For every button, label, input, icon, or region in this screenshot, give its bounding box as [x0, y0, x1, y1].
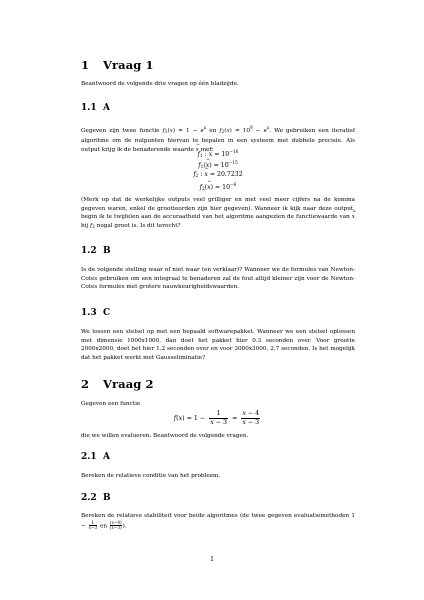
paragraph: Gegeven zijn twee functie $f1(x) = 1 - e^x$ en $f2(x) = 10^9 - e^x$. We gebruiken een iteratief algoritme om de nulpunten hiervan te bepalen in een systeem met dubbele precisie. Als output krijg ik de benaderende waarde x ^ met:	[81, 124, 355, 155]
subsection-heading: 2.1 A	[81, 452, 110, 462]
section-intro: Gegeven een functie	[81, 401, 141, 407]
equation: f2 : x ^ = 20.7232	[81, 169, 355, 180]
section-intro: Beantwoord de volgende drie vragen op één bladzijde.	[81, 81, 239, 87]
subsection-heading: 1.1 A	[81, 103, 110, 113]
function-equation: f(x) = 1 − $\frac{1}{x - 3}$ = $\frac{x - 4}{x - 3}$	[173, 410, 260, 426]
page-number: 1	[210, 556, 214, 563]
subsection-heading: 1.2 B	[81, 246, 111, 256]
section-heading: 1 Vraag 1	[81, 58, 154, 72]
paragraph: die we willen evalueren. Beantwoord de volgende vragen.	[81, 433, 249, 439]
paragraph: (Merk op dat de werkelijke outputs veel grilliger en met veel meer cijfers na de komma gegeven waren, enkel de grootteorden zijn hier gegeven). Wanneer ik kijk naar deze output, begin ik te twijfelen aan de accuraatheid van het algoritme aangezien de functiewaarde van x ^ bij f2 nogal groot is. Is dit terecht?	[81, 196, 355, 232]
equation-block	[81, 147, 355, 191]
paragraph: Is de volgende stelling waar of niet waar (en verklaar)? Wanneer we de formules van Newton-Cotes gebruiken om een integraal te benaderen zal de fout altijd kleiner zijn voor de Newton-Cotes formules met grotere nauwkeurigheidswaarden.	[81, 267, 355, 291]
equation: f1 : x ^ = $10^{-16}$	[81, 147, 355, 158]
paragraph: Bereken de relatieve stabiliteit voor beide algoritmes (de twee gegeven evaluatiemethoden 1 − $\frac{1}{x-3}$ en $\frac{(x-4)}{(x-3)}$ ).	[81, 513, 355, 531]
paragraph: Bereken de relatieve conditie van het probleem.	[81, 473, 221, 479]
equation: f2(x ^) = $10^{-6}$	[81, 180, 355, 191]
paragraph: We lossen een stelsel op met een bepaald softwarepakket. Wanneer we een stelsel oplossen met dimensie 1000x1000, dan doet het pakket hier 0.3 seconden over. Voor grootte 2000x2000, doet het hier 1.2 seconden over en voor 3000x3000, 2.7 seconden. Is het mogelijk dat het pakket werkt met Gausseliminatie?	[81, 329, 355, 361]
subsection-heading: 2.2 B	[81, 493, 111, 503]
section-heading: 2 Vraag 2	[81, 377, 154, 391]
subsection-heading: 1.3 C	[81, 308, 111, 318]
equation: f1(x ^) = $10^{-15}$	[81, 158, 355, 169]
